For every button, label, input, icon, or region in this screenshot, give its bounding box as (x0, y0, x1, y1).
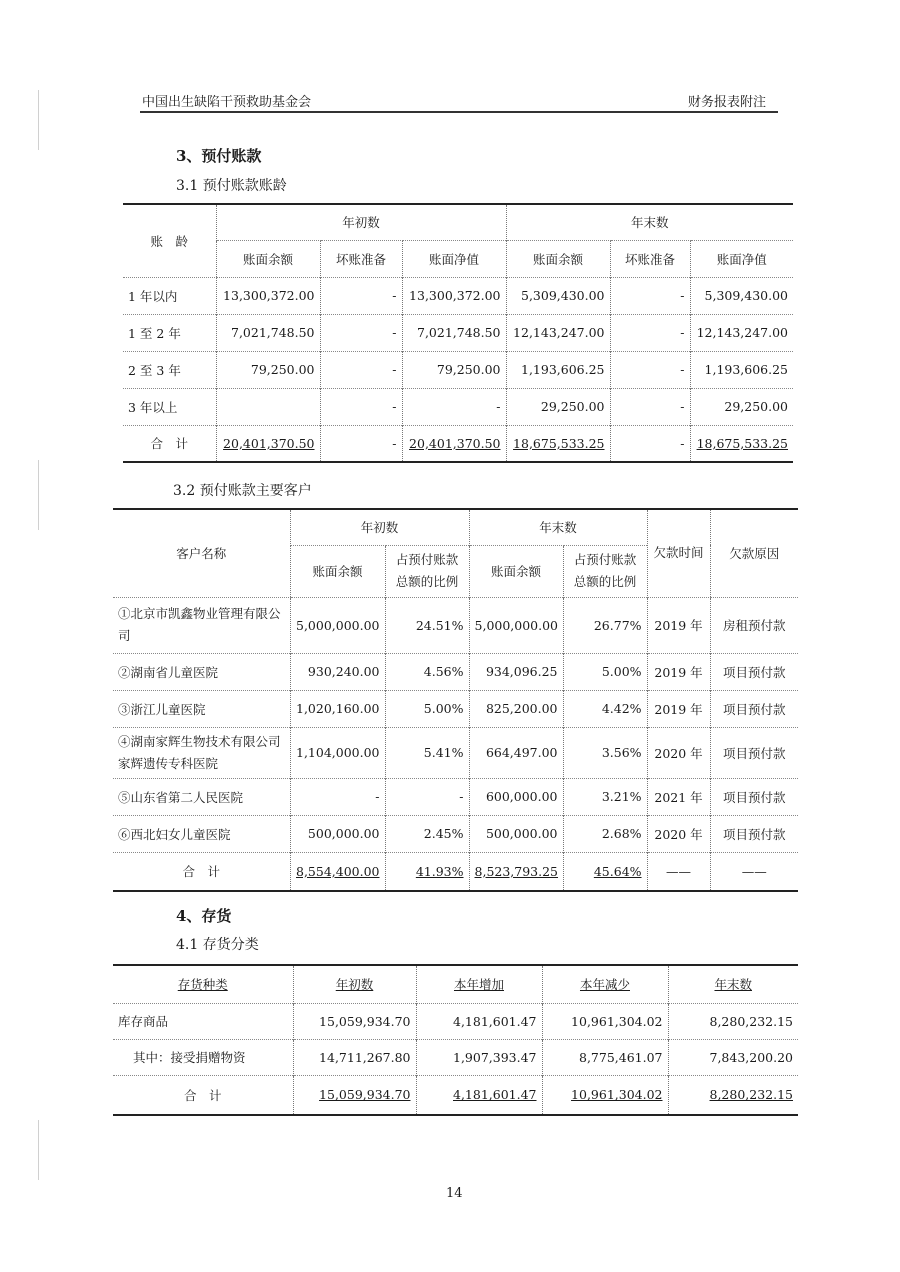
total-value: 10,961,304.02 (571, 1087, 663, 1103)
value-cell: 2.45% (385, 815, 469, 852)
category-cell: 库存商品 (118, 1014, 169, 1029)
value-cell: 5,309,430.00 (506, 277, 610, 314)
column-header: 年末数 (714, 977, 752, 993)
column-header: 账面余额 (506, 240, 610, 277)
value-cell: 7,843,200.20 (668, 1039, 798, 1075)
scan-margin-mark (38, 1120, 39, 1180)
value-cell: - (402, 388, 506, 425)
value-cell: 8,775,461.07 (542, 1039, 668, 1075)
value-cell: - (610, 351, 690, 388)
value-cell: 5,309,430.00 (690, 277, 793, 314)
column-header: 占预付账款总额的比例 (385, 545, 469, 597)
total-value: 18,675,533.25 (696, 435, 789, 451)
section-4-title: 4、存货 (176, 907, 232, 925)
time-cell: 2020 年 (647, 727, 710, 778)
total-value: 41.93% (415, 863, 464, 879)
header-rule (140, 111, 778, 113)
scan-margin-mark (38, 90, 39, 150)
table-row (113, 1003, 798, 1039)
total-value: 8,554,400.00 (296, 863, 380, 879)
value-cell: 4.42% (563, 690, 647, 727)
customer-name: ②湖南省儿童医院 (118, 664, 219, 680)
table-row (113, 727, 798, 778)
total-value: 20,401,370.50 (223, 435, 315, 451)
total-value: 4,181,601.47 (453, 1087, 537, 1103)
value-cell: 664,497.00 (469, 727, 563, 778)
table-row (113, 815, 798, 852)
age-cell: 1 至 2 年 (128, 325, 181, 341)
reason-cell: 项目预付款 (710, 727, 798, 778)
reason-cell: 项目预付款 (710, 778, 798, 815)
total-value: 15,059,934.70 (319, 1087, 411, 1103)
header-document-type: 财务报表附注 (688, 95, 767, 110)
total-value: 8,523,793.25 (474, 863, 559, 879)
value-cell: 7,021,748.50 (402, 314, 506, 351)
reason-cell: 项目预付款 (710, 815, 798, 852)
page-number: 14 (446, 1186, 463, 1201)
total-row (113, 1075, 798, 1115)
table-4-1-title: 4.1 存货分类 (176, 937, 259, 953)
value-cell: - (610, 388, 690, 425)
customer-name: ⑥西北妇女儿童医院 (118, 826, 231, 842)
table-row (123, 314, 793, 351)
age-column-header: 账 龄 (123, 204, 216, 277)
value-cell: 500,000.00 (469, 815, 563, 852)
value-cell: 3.56% (563, 727, 647, 778)
value-cell: 7,021,748.50 (216, 314, 320, 351)
group-header-begin: 年初数 (216, 204, 506, 240)
column-header: 账面余额 (290, 545, 385, 597)
reason-cell: 项目预付款 (710, 653, 798, 690)
value-cell: - (320, 388, 402, 425)
value-cell: 15,059,934.70 (293, 1003, 416, 1039)
age-cell: 3 年以上 (128, 399, 178, 415)
table-row (113, 690, 798, 727)
group-header-end: 年末数 (506, 204, 793, 240)
total-value: 18,675,533.25 (513, 435, 605, 451)
value-cell: 5.00% (563, 653, 647, 690)
value-cell: 5,000,000.00 (469, 597, 563, 653)
value-cell: 4,181,601.47 (416, 1003, 542, 1039)
value-cell: 600,000.00 (469, 778, 563, 815)
customer-name: ⑤山东省第二人民医院 (118, 789, 244, 805)
column-header: 账面余额 (216, 240, 320, 277)
column-header: 坏账准备 (320, 240, 402, 277)
value-cell: 29,250.00 (506, 388, 610, 425)
value-cell: 14,711,267.80 (293, 1039, 416, 1075)
value-cell: 1,907,393.47 (416, 1039, 542, 1075)
value-cell: 10,961,304.02 (542, 1003, 668, 1039)
value-cell: 3.21% (563, 778, 647, 815)
customer-column-header: 客户名称 (113, 509, 290, 597)
value-cell: 5.00% (385, 690, 469, 727)
reason-column-header: 欠款原因 (710, 509, 798, 597)
age-cell: 1 年以内 (128, 288, 178, 304)
inventory-table (113, 964, 798, 1116)
total-label: 合 计 (150, 436, 188, 452)
time-cell: 2021 年 (647, 778, 710, 815)
value-cell: 1,104,000.00 (290, 727, 385, 778)
total-label: 合 计 (183, 1087, 222, 1103)
value-cell: 825,200.00 (469, 690, 563, 727)
total-value: —— (710, 852, 798, 891)
age-cell: 2 至 3 年 (128, 362, 181, 378)
column-header: 存货种类 (177, 977, 228, 993)
value-cell: 26.77% (563, 597, 647, 653)
total-value: 45.64% (593, 863, 642, 879)
time-cell: 2019 年 (647, 597, 710, 653)
time-cell: 2020 年 (647, 815, 710, 852)
column-header: 本年减少 (579, 977, 630, 993)
total-row (113, 852, 798, 891)
value-cell: 13,300,372.00 (216, 277, 320, 314)
table-row (123, 277, 793, 314)
value-cell: 4.56% (385, 653, 469, 690)
time-column-header: 欠款时间 (647, 509, 710, 597)
value-cell: - (610, 314, 690, 351)
total-label: 合 计 (182, 864, 220, 880)
column-header: 账面余额 (469, 545, 563, 597)
value-cell: 79,250.00 (402, 351, 506, 388)
value-cell: 934,096.25 (469, 653, 563, 690)
column-header: 账面净值 (690, 240, 793, 277)
total-value: 20,401,370.50 (409, 435, 501, 451)
reason-cell: 项目预付款 (710, 690, 798, 727)
value-cell: 5,000,000.00 (290, 597, 385, 653)
group-header-begin: 年初数 (290, 509, 469, 545)
customer-table (113, 508, 798, 892)
value-cell: 79,250.00 (216, 351, 320, 388)
value-cell: - (290, 778, 385, 815)
category-cell: 其中：接受捐赠物资 (133, 1050, 246, 1065)
value-cell: 29,250.00 (690, 388, 793, 425)
table-3-1-title: 3.1 预付账款账龄 (176, 178, 287, 194)
value-cell: 1,193,606.25 (690, 351, 793, 388)
value-cell: 5.41% (385, 727, 469, 778)
value-cell (216, 388, 320, 425)
header-organization: 中国出生缺陷干预救助基金会 (142, 95, 312, 110)
table-row (123, 388, 793, 425)
value-cell: 2.68% (563, 815, 647, 852)
section-3-title: 3、预付账款 (176, 147, 262, 165)
value-cell: - (320, 351, 402, 388)
value-cell: - (610, 277, 690, 314)
customer-name: ④湖南家辉生物技术有限公司家辉遗传专科医院 (118, 733, 281, 771)
value-cell: - (320, 314, 402, 351)
time-cell: 2019 年 (647, 690, 710, 727)
group-header-end: 年末数 (469, 509, 647, 545)
reason-cell: 房租预付款 (710, 597, 798, 653)
table-row (113, 653, 798, 690)
column-header: 账面净值 (402, 240, 506, 277)
table-3-2-title: 3.2 预付账款主要客户 (173, 483, 312, 499)
customer-name: ③浙江儿童医院 (118, 701, 206, 717)
value-cell: 1,193,606.25 (506, 351, 610, 388)
value-cell: 12,143,247.00 (506, 314, 610, 351)
table-row (123, 351, 793, 388)
value-cell: - (385, 778, 469, 815)
value-cell: 1,020,160.00 (290, 690, 385, 727)
total-value: —— (647, 852, 710, 891)
table-row (113, 1039, 798, 1075)
scan-margin-mark (38, 460, 39, 530)
table-row (113, 778, 798, 815)
total-value: - (320, 425, 402, 462)
time-cell: 2019 年 (647, 653, 710, 690)
value-cell: 13,300,372.00 (402, 277, 506, 314)
value-cell: - (320, 277, 402, 314)
column-header: 坏账准备 (610, 240, 690, 277)
value-cell: 8,280,232.15 (668, 1003, 798, 1039)
value-cell: 12,143,247.00 (690, 314, 793, 351)
value-cell: 500,000.00 (290, 815, 385, 852)
value-cell: 930,240.00 (290, 653, 385, 690)
column-header: 年初数 (335, 977, 374, 993)
column-header: 本年增加 (453, 977, 504, 993)
customer-name: ①北京市凯鑫物业管理有限公司 (118, 606, 281, 643)
total-value: 8,280,232.15 (709, 1087, 793, 1103)
aging-table (123, 203, 793, 463)
table-row (113, 597, 798, 653)
total-row (123, 425, 793, 462)
value-cell: 24.51% (385, 597, 469, 653)
column-header: 占预付账款总额的比例 (563, 545, 647, 597)
total-value: - (610, 425, 690, 462)
